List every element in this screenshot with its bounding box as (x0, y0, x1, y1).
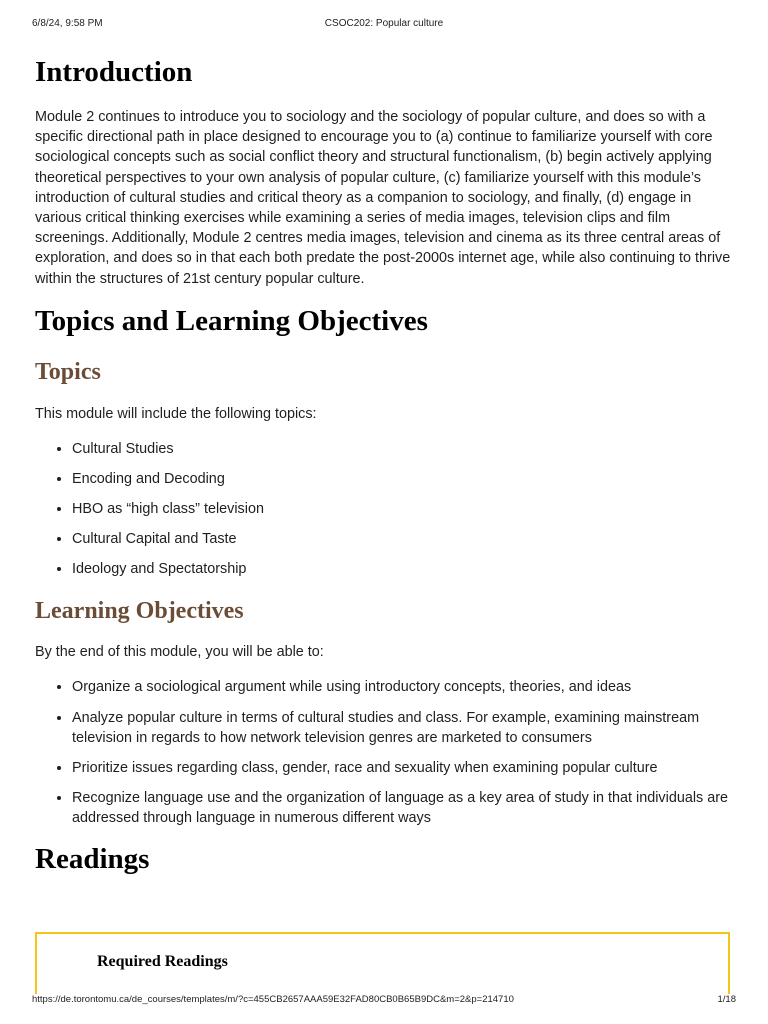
list-item: • Analyze popular culture in terms of cultural studies and class. For example, examining mainstream television in regards to how network television genres are marketed to consumers (72, 708, 733, 748)
list-item: • Ideology and Spectatorship (72, 559, 733, 579)
list-item: • Organize a sociological argument while using introductory concepts, theories, and ideas (72, 677, 733, 697)
topics-objectives-heading: Topics and Learning Objectives (35, 304, 428, 337)
page-number: 1/18 (717, 994, 736, 1005)
print-title: CSOC202: Popular culture (324, 18, 444, 29)
list-item: • Encoding and Decoding (72, 469, 733, 489)
learning-objectives-lead: By the end of this module, you will be able to: (35, 644, 324, 661)
topics-heading: Topics (35, 358, 101, 385)
print-header (32, 18, 736, 32)
introduction-body: Module 2 continues to introduce you to sociology and the sociology of popular culture, and does so with a specific directional path in place designed to encourage you to (a) continue to familiarize yourself with core sociological concepts such as social conflict theory and structural functionalism, (b) begin actively applying theoretical perspectives to your own analysis of popular culture, (c) familiarize yourself with this module’s introduction of cultural studies and critical theory as a companion to sociology, and finally, (d) engage in various critical thinking exercises while examining a series of media images, television clips and film screenings. Additionally, Module 2 centres media images, television and cinema as its three central areas of exploration, and does so in that each both predate the post-2000s internet age, while also continuing to thrive within the structures of 21st century popular culture. (35, 109, 731, 287)
print-url: https://de.torontomu.ca/de_courses/templates/m/?c=455CB2657AAA59E32FAD80CB0B65B9DC&m=2&p=214710 (32, 994, 514, 1005)
print-datetime: 6/8/24, 9:58 PM (32, 18, 103, 29)
readings-heading: Readings (35, 842, 150, 875)
learning-objectives-list (35, 677, 733, 828)
introduction-heading: Introduction (35, 56, 193, 88)
list-item: • HBO as “high class” television (72, 499, 733, 519)
learning-objectives-heading: Learning Objectives (35, 598, 244, 625)
required-readings-box (35, 932, 730, 1002)
print-footer (32, 994, 736, 1008)
list-item: • Cultural Studies (72, 439, 733, 459)
topics-lead: This module will include the following topics: (35, 405, 317, 422)
required-readings-title: Required Readings (97, 953, 228, 970)
page-content (35, 52, 733, 877)
topics-list (35, 439, 733, 579)
list-item: • Recognize language use and the organization of language as a key area of study in that individuals are addressed through language in numerous different ways (72, 788, 733, 828)
list-item: • Cultural Capital and Taste (72, 529, 733, 549)
list-item: • Prioritize issues regarding class, gender, race and sexuality when examining popular culture (72, 758, 733, 778)
